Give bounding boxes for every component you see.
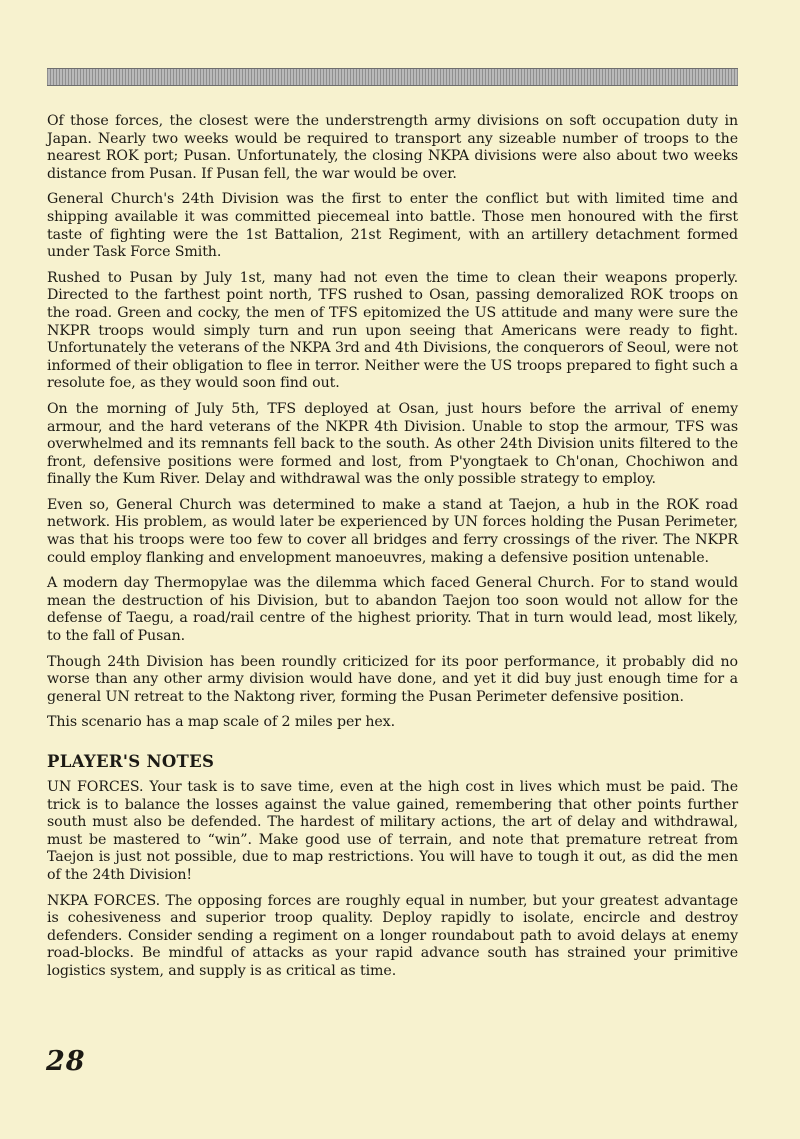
page-number: 28 [46,1046,86,1077]
scenario-scale-note: This scenario has a map scale of 2 miles per hex. [47,714,395,731]
un-forces-note: UN FORCES. Your task is to save time, even at the high cost in lives which must be paid. The trick is to balance the losses against the value gained, remembering that other points further south must also be defended. The hardest of military actions, the art of delay and withdrawal, must be mastered to “win”. Make good use of terrain, and note that premature retreat from Taejon is just not possible, due to map restrictions. You will have to tough it out, as did the men of the 24th Division! [47,779,738,883]
intro-paragraph: Rushed to Pusan by July 1st, many had not even the time to clean their weapons properly. Directed to the farthest point north, TFS rushed to Osan, passing demoralized ROK troops on the road. Green and cocky, the men of TFS epitomized the US attitude and many were sure the NKPR troops would simply turn and run upon seeing that Americans were ready to fight. Unfortunately the veterans of the NKPA 3rd and 4th Divisions, the conquerors of Seoul, were not informed of their obligation to flee in terror. Neither were the US troops prepared to fight such a resolute foe, as they would soon find out. [47,269,738,392]
intro-paragraph: On the morning of July 5th, TFS deployed at Osan, just hours before the arrival of enemy armour, and the hard veterans of the NKPR 4th Division. Unable to stop the armour, TFS was overwhelmed and its remnants fell back to the south. As other 24th Division units filtered to the front, defensive positions were formed and lost, from P'yongtaek to Ch'onan, Chochiwon and finally the Kum River. Delay and withdrawal was the only possible strategy to employ. [47,400,738,488]
page-content [47,113,738,989]
nkpa-forces-note: NKPA FORCES. The opposing forces are roughly equal in number, but your greatest advantage is cohesiveness and superior troop quality. Deploy rapidly to isolate, encircle and destroy defenders. Consider sending a regiment on a longer roundabout path to avoid delays at enemy road-blocks. Be mindful of attacks as your rapid advance south has strained your primitive logistics system, and supply is as critical as time. [47,892,738,979]
intro-paragraph: Though 24th Division has been roundly criticized for its poor performance, it probably did no worse than any other army division would have done, and yet it did buy just enough time for a general UN retreat to the Naktong river, forming the Pusan Perimeter defensive position. [47,653,738,705]
header-rule [47,68,738,86]
intro-paragraph: A modern day Thermopylae was the dilemma which faced General Church. For to stand would mean the destruction of his Division, but to abandon Taejon too soon would not allow for the defense of Taegu, a road/rail centre of the highest priority. That in turn would lead, most likely, to the fall of Pusan. [47,575,738,645]
players-notes-heading: PLAYER'S NOTES [47,752,215,771]
intro-paragraph: Even so, General Church was determined to make a stand at Taejon, a hub in the ROK road network. His problem, as would later be experienced by UN forces holding the Pusan Perimeter, was that his troops were too few to cover all bridges and ferry crossings of the river. The NKPR could employ flanking and envelopment manoeuvres, making a defensive position untenable. [47,496,738,566]
intro-paragraph: Of those forces, the closest were the understrength army divisions on soft occupation duty in Japan. Nearly two weeks would be required to transport any sizeable number of troops to the nearest ROK port; Pusan. Unfortunately, the closing NKPA divisions were also about two weeks distance from Pusan. If Pusan fell, the war would be over. [47,113,738,182]
intro-paragraph: General Church's 24th Division was the first to enter the conflict but with limited time and shipping available it was committed piecemeal into battle. Those men honoured with the first taste of fighting were the 1st Battalion, 21st Regiment, with an artillery detachment formed under Task Force Smith. [47,191,738,261]
